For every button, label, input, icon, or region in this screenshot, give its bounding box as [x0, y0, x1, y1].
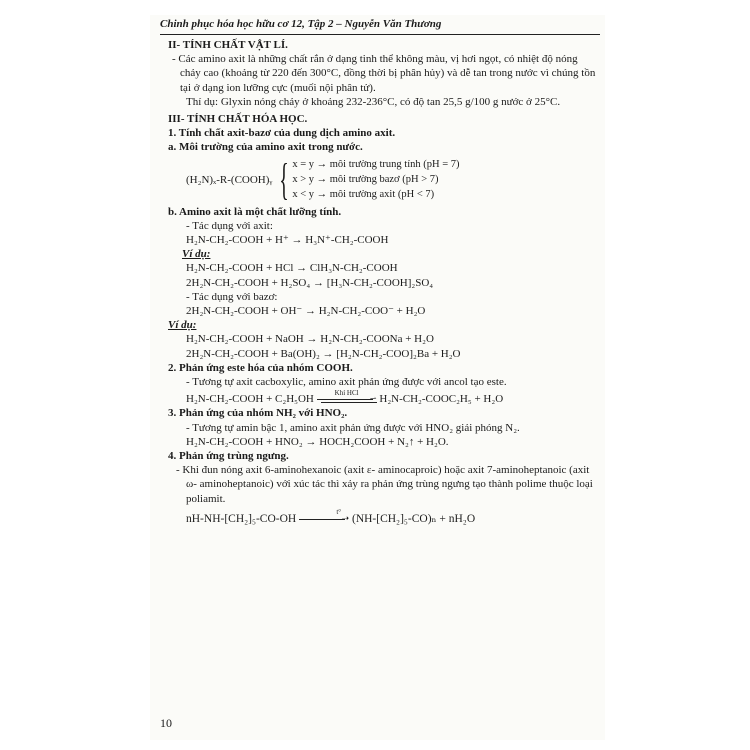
ester-condition: Khí HCl [334, 388, 359, 397]
base-reaction-label: - Tác dụng với bazơ: [186, 290, 278, 303]
ph-row-neutral: x = y → môi trường trung tính (pH = 7) [292, 159, 460, 171]
amino-acid-general-formula: (H₂N)ₓ-R-(COOH)ᵧ [186, 173, 273, 186]
glycine-example: Thí dụ: Glyxin nóng chảy ở khoảng 232-236°C, có độ tan 25,5 g/100 g nước ở 25°C. [186, 95, 561, 108]
hno2-equation: H₂N-CH₂-COOH + HNO₂ → HOCH₂COOH + N₂↑ + H₂O. [186, 435, 449, 448]
subsection-1a-title: a. Môi trường của amino axit trong nước. [168, 141, 363, 154]
subsection-1-title: 1. Tính chất axit-bazơ của dung dịch amino axit. [168, 127, 396, 140]
subsection-1b-title: b. Amino axit là một chất lưỡng tính. [168, 205, 342, 218]
subsection-4-title: 4. Phản ứng trùng ngưng. [168, 450, 289, 463]
esterification-paragraph: - Tương tự axit cacboxylic, amino axit phản ứng được với ancol tạo este. [186, 376, 507, 389]
acid-example-hcl: H₂N-CH₂-COOH + HCl → ClH₃N-CH₂-COOH [186, 262, 398, 275]
poly-left-side: nH-NH-[CH₂]₅-CO-OH [186, 512, 297, 525]
page-number: 10 [160, 716, 172, 730]
polycondensation-equation [168, 508, 598, 526]
base-general-equation: 2H₂N-CH₂-COOH + OH⁻ → H₂N-CH₂-COO⁻ + H₂O [186, 305, 426, 318]
physical-properties-paragraph: - Các amino axit là những chất rắn ở dạng tinh thể không màu, vị hơi ngọt, có nhiệt độ nóng chảy cao (khoảng từ 220 đến 300°C, đồng thời bị phân hủy) và dễ tan trong nước vì chúng tồn tại ở dạng ion lưỡng cực (muối nội phân tử). [172, 53, 596, 94]
esterification-equation [168, 388, 598, 406]
ester-right-side: H₂N-CH₂-COOC₂H₅ + H₂O [379, 393, 504, 406]
example-label-1: Ví dụ: [182, 248, 211, 261]
header-rule [160, 34, 600, 35]
base-example-naoh: H₂N-CH₂-COOH + NaOH → H₂N-CH₂-COONa + H₂O [186, 333, 434, 346]
acid-reaction-label: - Tác dụng với axit: [186, 219, 273, 232]
ph-condition-system [168, 155, 598, 205]
base-example-baoh2: 2H₂N-CH₂-COOH + Ba(OH)₂ → [H₂N-CH₂-COO]₂Ba + H₂O [186, 347, 461, 360]
section-3-title: III- TÍNH CHẤT HÓA HỌC. [168, 113, 308, 126]
heat-arrow: t° ➝ [299, 513, 349, 525]
brace-glyph: { [279, 154, 290, 204]
example-label-2: Ví dụ: [168, 319, 197, 332]
polycondensation-paragraph: - Khi đun nóng axit 6-aminohexanoic (axit ε- aminocaproic) hoặc axit 7-aminoheptanoic (axit ω- aminoheptanoic) với xúc tác thì xảy ra phản ứng trùng ngưng tạo thành polime thuộc loại poliamit. [176, 464, 593, 505]
equilibrium-arrow: Khí HCl ⇀ [317, 394, 377, 406]
hno2-paragraph: - Tương tự amin bậc 1, amino axit phản ứng được với HNO₂ giải phóng N₂. [186, 421, 520, 434]
page-content [168, 38, 598, 526]
poly-right-side: (NH-[CH₂]₅-CO)ₙ + nH₂O [351, 512, 476, 525]
acid-general-equation: H₂N-CH₂-COOH + H⁺ → H₃N⁺-CH₂-COOH [186, 234, 389, 247]
ph-row-acidic: x < y → môi trường axit (pH < 7) [292, 189, 435, 201]
acid-example-h2so4: 2H₂N-CH₂-COOH + H₂SO₄ → [H₃N-CH₂-COOH]₂SO₄ [186, 276, 434, 289]
heat-condition: t° [336, 508, 342, 517]
ester-left-side: H₂N-CH₂-COOH + C₂H₅OH [186, 393, 314, 406]
section-2-title: II- TÍNH CHẤT VẬT LÍ. [168, 39, 288, 51]
subsection-3-title: 3. Phản ứng của nhóm NH₂ với HNO₂. [168, 407, 348, 420]
ph-row-basic: x > y → môi trường bazơ (pH > 7) [292, 174, 439, 186]
running-header: Chinh phục hóa học hữu cơ 12, Tập 2 – Nguyễn Văn Thương [160, 18, 442, 30]
subsection-2-title: 2. Phản ứng este hóa của nhóm COOH. [168, 361, 353, 374]
